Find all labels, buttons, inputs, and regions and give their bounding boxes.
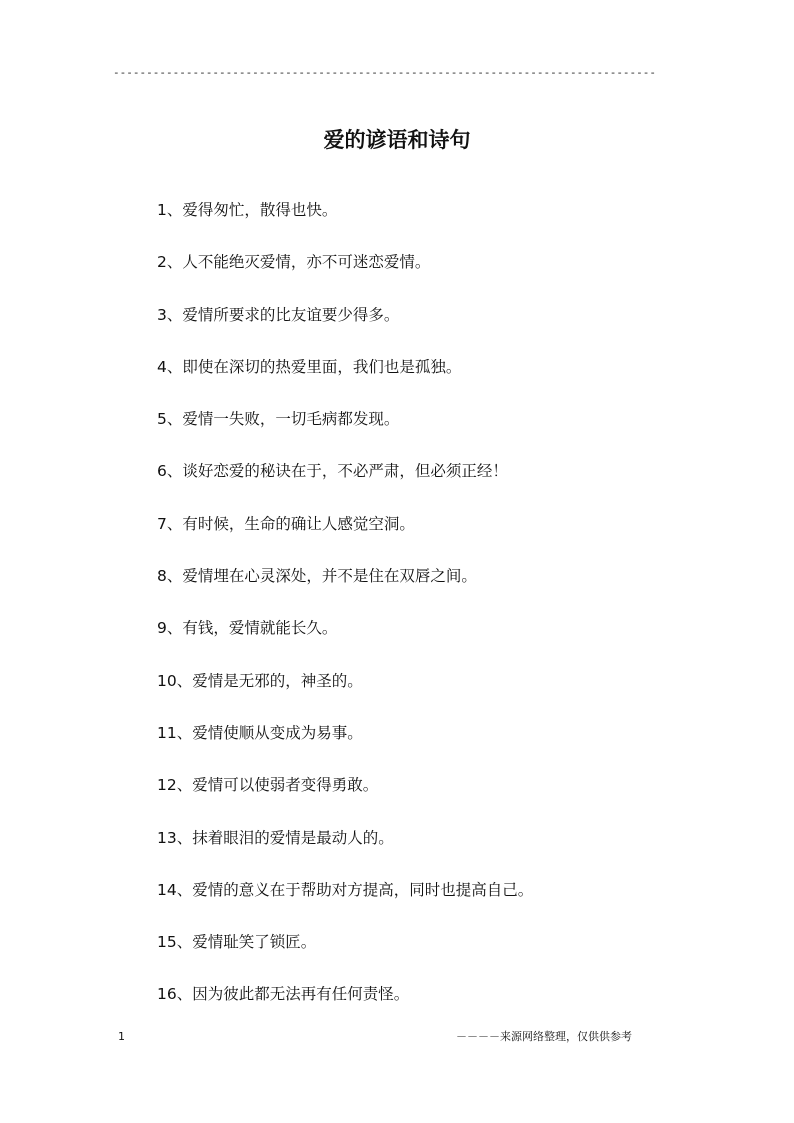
list-item: 7、有时候，生命的确让人感觉空洞。 [157,514,415,533]
list-item: 1、爱得匆忙，散得也快。 [157,201,338,219]
list-item: 3、爱情所要求的比友谊要少得多。 [157,305,400,324]
list-item: 9、有钱，爱情就能长久。 [157,619,338,638]
header-dashed-rule: ---------------------------------------------------------------------------------- [113,66,657,79]
list-item: 10、爱情是无邪的，神圣的。 [157,671,363,690]
source-note: －－－－来源网络整理，仅供供参考 [456,1030,632,1043]
list-item: 11、爱情使顺从变成为易事。 [157,723,363,742]
list-item: 12、爱情可以使弱者变得勇敢。 [157,776,379,795]
list-item: 15、爱情耻笑了锁匠。 [157,933,317,952]
page-number: 1 [118,1030,125,1043]
list-item: 5、爱情一失败，一切毛病都发现。 [157,410,400,429]
list-item: 8、爱情埋在心灵深处，并不是住在双唇之间。 [157,567,477,586]
list-item: 13、抹着眼泪的爱情是最动人的。 [157,828,394,847]
list-item: 16、因为彼此都无法再有任何责怪。 [157,985,410,1004]
proverb-list [157,197,717,1034]
list-item: 14、爱情的意义在于帮助对方提高，同时也提高自己。 [157,880,534,899]
list-item: 6、谈好恋爱的秘诀在于，不必严肃，但必须正经！ [157,462,508,481]
document-title: 爱的谚语和诗句 [323,127,471,152]
list-item: 4、即使在深切的热爱里面，我们也是孤独。 [157,357,462,376]
list-item: 2、人不能绝灭爱情，亦不可迷恋爱情。 [157,253,431,272]
